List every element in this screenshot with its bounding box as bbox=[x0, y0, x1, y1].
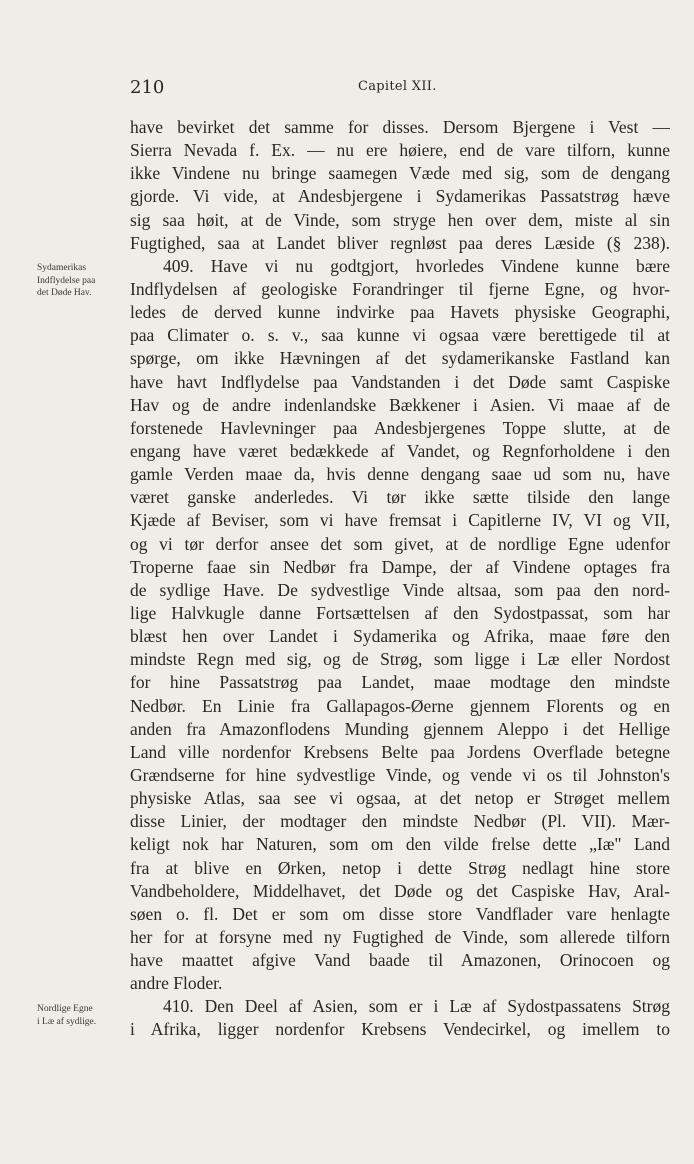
text-line: 410. Den Deel af Asien, som er i Læ af Sydostpassatens Strøg bbox=[163, 996, 670, 1017]
margin-note-line: Sydamerikas bbox=[37, 263, 87, 273]
text-line: søen o. fl. Det er som om disse store Vandflader vare henlagte bbox=[130, 903, 670, 924]
text-line: for hine Passatstrøg paa Landet, maae modtage den mindste bbox=[130, 672, 670, 693]
margin-note-line: i Læ af sydlige. bbox=[37, 1016, 97, 1027]
body-text bbox=[130, 116, 670, 1042]
text-line: ledes de derved kunne indvirke paa Havets physiske Geographi, bbox=[130, 302, 670, 323]
text-line: Vandbeholdere, Middelhavet, det Døde og det Caspiske Hav, Aral- bbox=[130, 880, 670, 901]
text-line: Kjæde af Beviser, som vi have fremsat i Capitlerne IV, VI og VII, bbox=[130, 510, 670, 531]
text-line: ikke Vindene nu bringe saamegen Væde med sig, som de dengang bbox=[130, 163, 670, 184]
text-line: Sierra Nevada f. Ex. — nu ere høiere, end de vare tilforn, kunne bbox=[130, 140, 670, 161]
text-line: Fugtighed, saa at Landet bliver regnløst paa deres Læside (§ 238). bbox=[130, 232, 670, 253]
margin-note-sydamerikas bbox=[37, 262, 129, 300]
text-line: have maattet afgive Vand baade til Amazonen, Orinocoen og bbox=[130, 950, 670, 971]
text-line: Hav og de andre indenlandske Bækkener i Asien. Vi maae af de bbox=[130, 394, 670, 415]
text-line: have havt Indflydelse paa Vandstanden i det Døde samt Caspiske bbox=[130, 371, 670, 392]
margin-note-nordlige-egne bbox=[37, 1003, 129, 1028]
text-line: have bevirket det samme for disses. Dersom Bjergene i Vest — bbox=[130, 117, 670, 137]
margin-note-line: Indflydelse paa bbox=[37, 275, 96, 286]
text-line: lige Halvkugle danne Fortsættelsen af den Sydostpassat, som har bbox=[130, 602, 670, 623]
text-line: fra at blive en Ørken, netop i dette Strøg nedlagt hine store bbox=[130, 857, 670, 878]
text-line: mindste Regn med sig, og de Strøg, som ligge i Læ eller Nordost bbox=[130, 649, 670, 670]
text-line: forstenede Havlevninger paa Andesbjergenes Toppe slutte, at de bbox=[130, 417, 670, 438]
text-line: engang have været bedækkede af Vandet, og Regnforholdene i den bbox=[130, 440, 670, 461]
text-line: Grændserne for hine sydvestlige Vinde, og vende vi os til Johnston's bbox=[130, 764, 670, 785]
text-line: de sydlige Have. De sydvestlige Vinde altsaa, som paa den nord- bbox=[130, 579, 670, 600]
text-line: og vi tør derfor ansee det som givet, at de nordlige Egne udenfor bbox=[130, 533, 670, 554]
text-line: andre Floder. bbox=[130, 973, 223, 994]
text-line: været ganske anderledes. Vi tør ikke sætte tilside den lange bbox=[130, 487, 670, 508]
page-number: 210 bbox=[130, 77, 165, 98]
text-line: Nedbør. En Linie fra Gallapagos-Øerne gjennem Florents og en bbox=[130, 695, 670, 716]
margin-note-line: Nordlige Egne bbox=[37, 1004, 93, 1014]
text-line: sig saa høit, at de Vinde, som stryge hen over dem, miste al sin bbox=[130, 209, 670, 230]
running-head: Capitel XII. bbox=[358, 79, 437, 94]
page-header bbox=[130, 77, 670, 99]
text-line: physiske Atlas, saa see vi ogsaa, at det netop er Strøget mellem bbox=[130, 788, 670, 809]
text-line: Troperne faae sin Nedbør fra Dampe, der af Vindene optages fra bbox=[130, 556, 670, 577]
text-line: gjorde. Vi vide, at Andesbjergene i Sydamerikas Passatstrøg hæve bbox=[130, 186, 670, 207]
text-line: disse Linier, der modtager den mindste Nedbør (Pl. VII). Mær- bbox=[130, 811, 670, 832]
text-line: i Afrika, ligger nordenfor Krebsens Vendecirkel, og imellem to bbox=[130, 1019, 670, 1040]
text-line: 409. Have vi nu godtgjort, hvorledes Vindene kunne bære bbox=[163, 255, 670, 276]
text-line: keligt nok har Naturen, som om den vilde frelse dette „Iæ" Land bbox=[130, 834, 670, 855]
text-line: anden fra Amazonflodens Munding gjennem Aleppo i det Hellige bbox=[130, 718, 670, 739]
text-line: her for at forsyne med ny Fugtighed de Vinde, som allerede tilforn bbox=[130, 926, 670, 947]
text-line: Land ville nordenfor Krebsens Belte paa Jordens Overflade betegne bbox=[130, 741, 670, 762]
text-line: blæst hen over Landet i Sydamerika og Afrika, maae føre den bbox=[130, 626, 670, 647]
text-line: gamle Verden maae da, hvis denne dengang saae ud som nu, have bbox=[130, 464, 670, 485]
text-line: Indflydelsen af geologiske Forandringer til fjerne Egne, og hvor- bbox=[130, 278, 670, 299]
text-line: paa Climater o. s. v., saa kunne vi ogsaa være berettigede til at bbox=[130, 325, 670, 346]
margin-note-line: det Døde Hav. bbox=[37, 288, 92, 298]
text-line: spørge, om ikke Hævningen af det sydamerikanske Fastland kan bbox=[130, 348, 670, 369]
